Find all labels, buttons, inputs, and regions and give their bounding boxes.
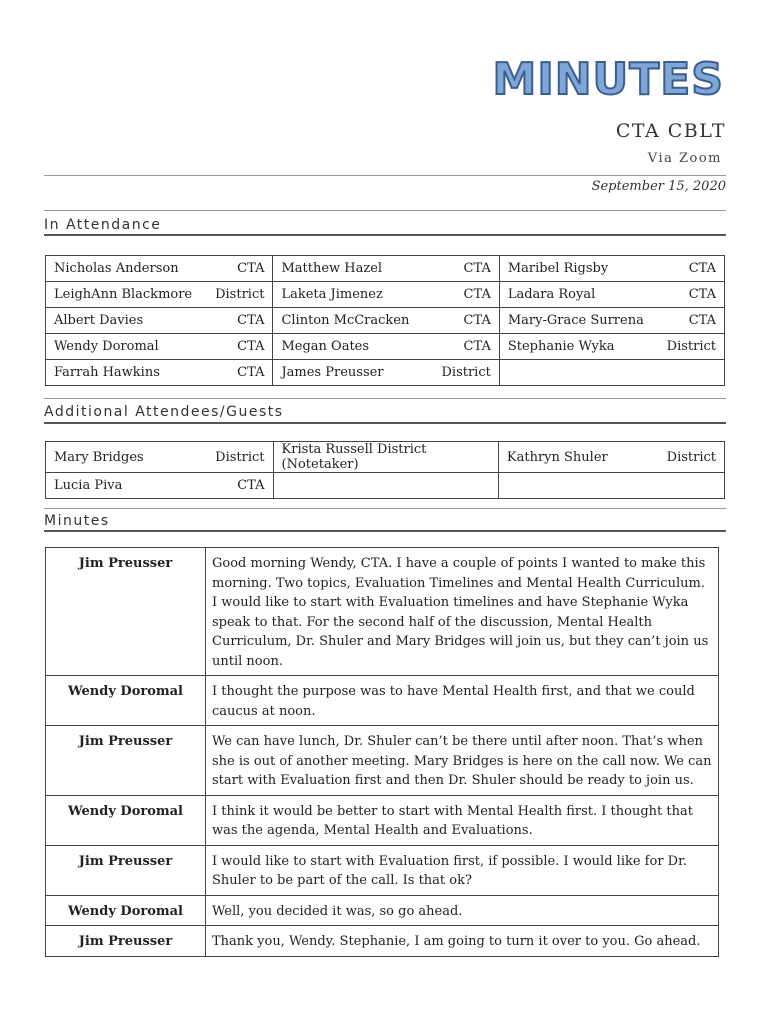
attendee-cell bbox=[499, 282, 724, 308]
minutes-entry bbox=[46, 845, 719, 895]
guest-row bbox=[46, 473, 725, 499]
guest-role: District bbox=[215, 449, 265, 465]
attendee-role: CTA bbox=[237, 339, 265, 354]
attendee-name: Mary-Grace Surrena bbox=[507, 313, 644, 328]
minutes-entry bbox=[46, 895, 719, 926]
guests-heading-rule bbox=[44, 422, 726, 424]
minutes-text: I think it would be better to start with Mental Health first. I thought that was the agenda, Mental Health and Evaluations. bbox=[206, 795, 719, 845]
minutes-entry bbox=[46, 548, 719, 676]
minutes-text: Well, you decided it was, so go ahead. bbox=[206, 895, 719, 926]
minutes-text: I would like to start with Evaluation first, if possible. I would like for Dr. Shuler to be part of the call. Is that ok? bbox=[206, 845, 719, 895]
attendee-row bbox=[46, 256, 725, 282]
minutes-top-divider bbox=[44, 508, 726, 509]
speaker-name: Wendy Doromal bbox=[46, 895, 206, 926]
speaker-name: Jim Preusser bbox=[46, 548, 206, 676]
attendee-cell bbox=[273, 282, 499, 308]
attendee-name: Laketa Jimenez bbox=[281, 287, 383, 302]
attendee-cell bbox=[499, 360, 724, 386]
attendee-role: CTA bbox=[463, 261, 491, 276]
minutes-text: We can have lunch, Dr. Shuler can’t be there until after noon. That’s when she is out of another meeting. Mary Bridges is here on the call now. We can start with Evaluation first and then Dr. Shuler should be ready to join us. bbox=[206, 726, 719, 796]
attendee-cell bbox=[499, 334, 724, 360]
attendee-name: James Preusser bbox=[281, 365, 384, 380]
minutes-entry bbox=[46, 676, 719, 726]
guest-cell bbox=[46, 473, 274, 499]
attendance-table bbox=[45, 255, 725, 386]
attendee-row bbox=[46, 282, 725, 308]
attendee-cell bbox=[273, 360, 499, 386]
attendee-cell bbox=[46, 256, 273, 282]
guest-cell bbox=[273, 473, 498, 499]
attendee-cell bbox=[273, 256, 499, 282]
minutes-text: Thank you, Wendy. Stephanie, I am going to turn it over to you. Go ahead. bbox=[206, 926, 719, 957]
attendee-role: District bbox=[215, 287, 265, 302]
attendee-role: District bbox=[666, 339, 716, 354]
guest-cell bbox=[46, 442, 274, 473]
attendee-name: Nicholas Anderson bbox=[54, 261, 179, 276]
speaker-name: Jim Preusser bbox=[46, 926, 206, 957]
attendee-role: CTA bbox=[688, 313, 716, 328]
guest-name: Mary Bridges bbox=[54, 449, 144, 465]
attendee-name: Clinton McCracken bbox=[281, 313, 410, 328]
attendee-role: District bbox=[441, 365, 491, 380]
meeting-location: Via Zoom bbox=[647, 151, 722, 166]
document-title: MINUTES bbox=[492, 54, 724, 105]
attendee-name: Farrah Hawkins bbox=[54, 365, 160, 380]
attendee-role: CTA bbox=[237, 261, 265, 276]
speaker-name: Wendy Doromal bbox=[46, 795, 206, 845]
attendee-cell bbox=[273, 334, 499, 360]
attendee-cell bbox=[499, 308, 724, 334]
guests-top-divider bbox=[44, 398, 726, 399]
attendee-cell bbox=[499, 256, 724, 282]
guest-role: CTA bbox=[237, 478, 265, 493]
minutes-text: Good morning Wendy, CTA. I have a couple of points I wanted to make this morning. Two topics, Evaluation Timelines and Mental Health Curriculum. I would like to start with Evaluation timelines and have Stephanie Wyka speak to that. For the second half of the discussion, Mental Health Curriculum, Dr. Shuler and Mary Bridges will join us, but they can’t join us until noon. bbox=[206, 548, 719, 676]
minutes-table bbox=[45, 547, 719, 957]
speaker-name: Jim Preusser bbox=[46, 726, 206, 796]
attendee-name: LeighAnn Blackmore bbox=[54, 287, 193, 302]
meeting-date: September 15, 2020 bbox=[591, 179, 726, 194]
attendee-name: Ladara Royal bbox=[507, 287, 596, 302]
attendee-name: Albert Davies bbox=[54, 313, 144, 328]
speaker-name: Wendy Doromal bbox=[46, 676, 206, 726]
attendee-role: CTA bbox=[463, 339, 491, 354]
guests-table bbox=[45, 441, 725, 499]
minutes-heading: Minutes bbox=[44, 513, 110, 529]
guest-cell bbox=[498, 442, 724, 473]
attendee-name: Megan Oates bbox=[281, 339, 370, 354]
attendee-role: CTA bbox=[463, 287, 491, 302]
attendee-cell bbox=[46, 282, 273, 308]
attendee-name: Stephanie Wyka bbox=[507, 339, 615, 354]
guests-heading: Additional Attendees/Guests bbox=[44, 404, 284, 420]
attendee-cell bbox=[46, 334, 273, 360]
attendee-role: CTA bbox=[688, 261, 716, 276]
date-divider bbox=[44, 210, 726, 211]
header-divider bbox=[44, 175, 726, 176]
guest-role: District bbox=[666, 449, 716, 465]
minutes-text: I thought the purpose was to have Mental Health first, and that we could caucus at noon. bbox=[206, 676, 719, 726]
attendee-cell bbox=[46, 360, 273, 386]
attendee-role: CTA bbox=[463, 313, 491, 328]
guest-name: Lucia Piva bbox=[54, 478, 123, 493]
attendee-row bbox=[46, 308, 725, 334]
guest-cell bbox=[273, 442, 498, 473]
attendee-row bbox=[46, 360, 725, 386]
minutes-entry bbox=[46, 926, 719, 957]
speaker-name: Jim Preusser bbox=[46, 845, 206, 895]
minutes-entry bbox=[46, 795, 719, 845]
attendee-cell bbox=[273, 308, 499, 334]
attendee-role: CTA bbox=[688, 287, 716, 302]
attendance-heading: In Attendance bbox=[44, 217, 162, 233]
attendee-row bbox=[46, 334, 725, 360]
minutes-entry bbox=[46, 726, 719, 796]
guest-name: Kathryn Shuler bbox=[506, 449, 608, 465]
guest-row bbox=[46, 442, 725, 473]
guest-cell bbox=[498, 473, 724, 499]
attendee-cell bbox=[46, 308, 273, 334]
organization-name: CTA CBLT bbox=[615, 120, 726, 142]
attendee-role: CTA bbox=[237, 365, 265, 380]
attendance-heading-rule bbox=[44, 234, 726, 236]
guest-name: Krista Russell District (Notetaker) bbox=[281, 442, 427, 472]
attendee-name: Maribel Rigsby bbox=[507, 261, 609, 276]
attendee-role: CTA bbox=[237, 313, 265, 328]
attendee-name: Matthew Hazel bbox=[281, 261, 383, 276]
attendee-name: Wendy Doromal bbox=[54, 339, 159, 354]
minutes-heading-rule bbox=[44, 530, 726, 532]
